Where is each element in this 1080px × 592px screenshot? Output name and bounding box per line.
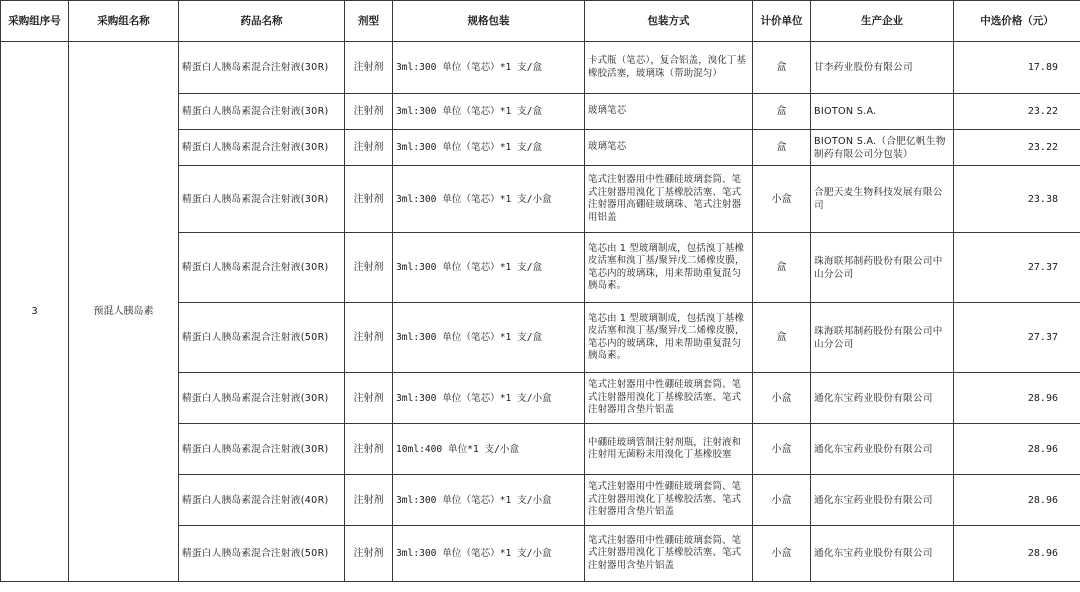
header-row [1,1,1080,42]
header-dosage-form: 剂型 [345,1,393,42]
dosage-form-cell: 注射剂 [345,526,393,582]
unit-cell: 盒 [753,42,811,94]
spec-cell: 3ml:300 单位（笔芯）*1 支/小盒 [393,475,585,526]
drug-name-cell: 精蛋白人胰岛素混合注射液(50R) [179,303,345,373]
spec-cell: 3ml:300 单位（笔芯）*1 支/小盒 [393,526,585,582]
unit-cell: 盒 [753,303,811,373]
header-packaging: 包装方式 [585,1,753,42]
packaging-cell: 卡式瓶（笔芯），复合铝盖，溴化丁基橡胶活塞，玻璃珠（帮助混匀） [585,42,753,94]
unit-cell: 盒 [753,233,811,303]
drug-name-cell: 精蛋白人胰岛素混合注射液(30R) [179,233,345,303]
drug-name-cell: 精蛋白人胰岛素混合注射液(30R) [179,42,345,94]
table-body [1,42,1080,582]
dosage-form-cell: 注射剂 [345,475,393,526]
dosage-form-cell: 注射剂 [345,42,393,94]
spec-cell: 3ml:300 单位（笔芯）*1 支/盒 [393,303,585,373]
unit-cell: 小盒 [753,424,811,475]
packaging-cell: 玻璃笔芯 [585,130,753,166]
drug-name-cell: 精蛋白人胰岛素混合注射液(30R) [179,424,345,475]
spec-cell: 10ml:400 单位*1 支/小盒 [393,424,585,475]
header-unit: 计价单位 [753,1,811,42]
packaging-cell: 笔式注射器用中性硼硅玻璃套筒、笔式注射器用溴化丁基橡胶活塞、笔式注射器用含垫片铝盖 [585,526,753,582]
price-cell: 28.96 [954,475,1080,526]
header-group-name: 采购组名称 [69,1,179,42]
header-manufacturer: 生产企业 [811,1,954,42]
price-cell: 28.96 [954,424,1080,475]
packaging-cell: 笔式注射器用中性硼硅玻璃套筒、笔式注射器用溴化丁基橡胶活塞、笔式注射器用含垫片铝盖 [585,373,753,424]
price-cell: 28.96 [954,373,1080,424]
packaging-cell: 笔芯由 1 型玻璃制成，包括溴丁基橡皮活塞和溴丁基/聚异戊二烯橡皮膜，笔芯内的玻璃珠，用来帮助重复混匀胰岛素。 [585,303,753,373]
dosage-form-cell: 注射剂 [345,233,393,303]
manufacturer-cell: 珠海联邦制药股份有限公司中山分公司 [811,303,954,373]
manufacturer-cell: 通化东宝药业股份有限公司 [811,526,954,582]
unit-cell: 小盒 [753,373,811,424]
header-drug-name: 药品名称 [179,1,345,42]
spec-cell: 3ml:300 单位（笔芯）*1 支/盒 [393,94,585,130]
drug-name-cell: 精蛋白人胰岛素混合注射液(40R) [179,475,345,526]
price-cell: 27.37 [954,233,1080,303]
packaging-cell: 笔式注射器用中性硼硅玻璃套筒、笔式注射器用溴化丁基橡胶活塞、笔式注射器用高硼硅玻璃珠、笔式注射器用铝盖 [585,166,753,233]
price-cell: 23.38 [954,166,1080,233]
spec-cell: 3ml:300 单位（笔芯）*1 支/盒 [393,233,585,303]
packaging-cell: 笔式注射器用中性硼硅玻璃套筒、笔式注射器用溴化丁基橡胶活塞、笔式注射器用含垫片铝盖 [585,475,753,526]
unit-cell: 小盒 [753,166,811,233]
drug-name-cell: 精蛋白人胰岛素混合注射液(30R) [179,94,345,130]
price-cell: 17.89 [954,42,1080,94]
manufacturer-cell: 甘李药业股份有限公司 [811,42,954,94]
unit-cell: 盒 [753,130,811,166]
group-seq-cell: 3 [1,42,69,582]
spec-cell: 3ml:300 单位（笔芯）*1 支/盒 [393,130,585,166]
spec-cell: 3ml:300 单位（笔芯）*1 支/小盒 [393,166,585,233]
header-price: 中选价格（元） [954,1,1080,42]
price-cell: 28.96 [954,526,1080,582]
manufacturer-cell: 合肥天麦生物科技发展有限公司 [811,166,954,233]
dosage-form-cell: 注射剂 [345,130,393,166]
drug-name-cell: 精蛋白人胰岛素混合注射液(30R) [179,166,345,233]
manufacturer-cell: 通化东宝药业股份有限公司 [811,424,954,475]
price-cell: 27.37 [954,303,1080,373]
manufacturer-cell: 通化东宝药业股份有限公司 [811,475,954,526]
manufacturer-cell: BIOTON S.A.（合肥亿帆生物制药有限公司分包装） [811,130,954,166]
unit-cell: 小盒 [753,526,811,582]
price-cell: 23.22 [954,94,1080,130]
spec-cell: 3ml:300 单位（笔芯）*1 支/盒 [393,42,585,94]
manufacturer-cell: 珠海联邦制药股份有限公司中山分公司 [811,233,954,303]
dosage-form-cell: 注射剂 [345,166,393,233]
dosage-form-cell: 注射剂 [345,424,393,475]
drug-name-cell: 精蛋白人胰岛素混合注射液(50R) [179,526,345,582]
packaging-cell: 中硼硅玻璃管制注射剂瓶，注射液和注射用无菌粉末用溴化丁基橡胶塞 [585,424,753,475]
header-spec: 规格包装 [393,1,585,42]
header-seq: 采购组序号 [1,1,69,42]
table-row [1,42,1080,94]
manufacturer-cell: 通化东宝药业股份有限公司 [811,373,954,424]
drug-name-cell: 精蛋白人胰岛素混合注射液(30R) [179,130,345,166]
packaging-cell: 笔芯由 1 型玻璃制成，包括溴丁基橡皮活塞和溴丁基/聚异戊二烯橡皮膜，笔芯内的玻璃珠，用来帮助重复混匀胰岛素。 [585,233,753,303]
spec-cell: 3ml:300 单位（笔芯）*1 支/小盒 [393,373,585,424]
dosage-form-cell: 注射剂 [345,94,393,130]
unit-cell: 小盒 [753,475,811,526]
unit-cell: 盒 [753,94,811,130]
packaging-cell: 玻璃笔芯 [585,94,753,130]
manufacturer-cell: BIOTON S.A. [811,94,954,130]
dosage-form-cell: 注射剂 [345,303,393,373]
price-cell: 23.22 [954,130,1080,166]
group-name-cell: 预混人胰岛素 [69,42,179,582]
dosage-form-cell: 注射剂 [345,373,393,424]
drug-name-cell: 精蛋白人胰岛素混合注射液(30R) [179,373,345,424]
